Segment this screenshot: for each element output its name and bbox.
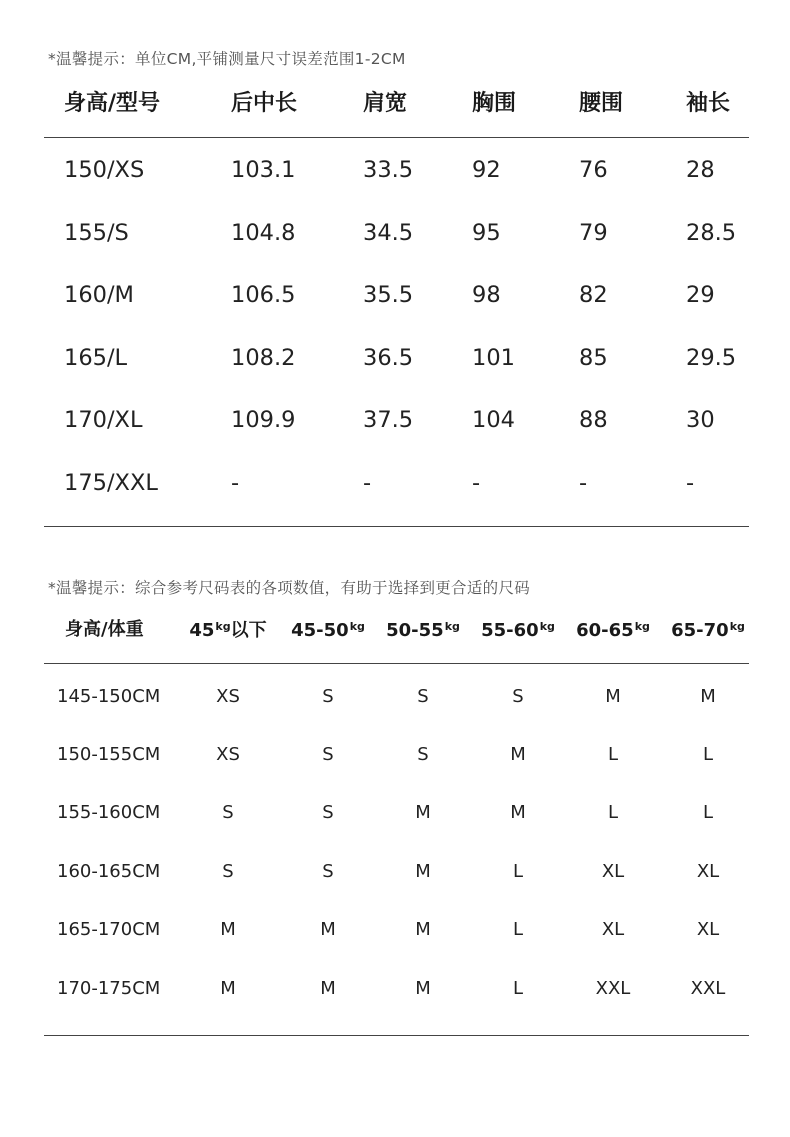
size-label-cell: 155/S [64, 220, 129, 246]
weight-range-header [291, 621, 365, 640]
measurement-cell: 98 [472, 282, 501, 308]
recommended-size-cell: XL [696, 861, 720, 882]
height-range-cell: 160-165CM [57, 861, 161, 882]
table1-header-divider [44, 137, 749, 138]
measurement-cell: 33.5 [363, 157, 414, 183]
measurement-cell: 82 [579, 282, 608, 308]
measurement-cell: 79 [579, 220, 608, 246]
table2-header-divider [44, 663, 749, 664]
size-label-cell: 175/XXL [64, 470, 158, 496]
recommended-size-cell: L [512, 919, 524, 940]
measurement-cell: - [363, 470, 372, 496]
weight-range-header [189, 621, 266, 640]
recommended-size-cell: M [700, 686, 716, 707]
recommended-size-cell: XL [601, 861, 625, 882]
recommended-size-cell: XL [601, 919, 625, 940]
recommended-size-cell: L [512, 978, 524, 999]
header-height-size: 身高/型号 [64, 91, 161, 116]
recommended-size-cell: M [510, 744, 526, 765]
size-label-cell: 165/L [64, 345, 128, 371]
recommended-size-cell: L [607, 744, 619, 765]
height-range-cell: 150-155CM [57, 744, 161, 765]
recommended-size-cell: S [322, 861, 334, 882]
measurement-cell: 85 [579, 345, 608, 371]
recommended-size-cell: M [320, 978, 336, 999]
size-label-cell: 170/XL [64, 407, 143, 433]
weight-range-value: 60-65 [576, 620, 634, 641]
measurement-cell: 95 [472, 220, 501, 246]
header-chest: 胸围 [472, 91, 517, 116]
recommended-size-cell: S [322, 802, 334, 823]
weight-range-header [386, 621, 460, 640]
measurement-cell: 92 [472, 157, 501, 183]
weight-range-header [481, 621, 555, 640]
header-sleeve-length: 袖长 [686, 91, 731, 116]
measurement-cell: 28.5 [686, 220, 737, 246]
measurement-cell: 88 [579, 407, 608, 433]
recommended-size-cell: M [415, 861, 431, 882]
weight-range-value: 45-50 [291, 620, 349, 641]
weight-unit: kg [729, 620, 745, 633]
recommended-size-cell: M [510, 802, 526, 823]
header-shoulder-width: 肩宽 [363, 91, 408, 116]
size-chart-note: *温馨提示：单位CM,平铺测量尺寸误差范围1-2CM [48, 50, 406, 68]
recommended-size-cell: M [415, 978, 431, 999]
size-label-cell: 150/XS [64, 157, 145, 183]
weight-unit: kg [215, 620, 231, 633]
measurement-cell: 76 [579, 157, 608, 183]
measurement-cell: - [686, 470, 695, 496]
measurement-cell: 29 [686, 282, 715, 308]
weight-unit: kg [444, 620, 460, 633]
recommended-size-cell: M [605, 686, 621, 707]
recommended-size-cell: L [607, 802, 619, 823]
recommended-size-cell: S [322, 686, 334, 707]
recommended-size-cell: M [220, 978, 236, 999]
weight-range-header [576, 621, 650, 640]
measurement-cell: 108.2 [231, 345, 296, 371]
recommended-size-cell: L [512, 861, 524, 882]
recommended-size-cell: S [417, 744, 429, 765]
recommended-size-cell: XXL [595, 978, 631, 999]
measurement-cell: - [472, 470, 481, 496]
measurement-cell: 37.5 [363, 407, 414, 433]
recommendation-note: *温馨提示：综合参考尺码表的各项数值，有助于选择到更合适的尺码 [48, 579, 531, 597]
height-range-cell: 165-170CM [57, 919, 161, 940]
recommended-size-cell: L [702, 744, 714, 765]
measurement-cell: 101 [472, 345, 515, 371]
measurement-cell: - [579, 470, 588, 496]
height-range-cell: 170-175CM [57, 978, 161, 999]
measurement-cell: 30 [686, 407, 715, 433]
weight-range-value: 65-70 [671, 620, 729, 641]
recommended-size-cell: S [417, 686, 429, 707]
weight-range-value: 45 [189, 620, 215, 641]
header-back-length: 后中长 [231, 91, 298, 116]
weight-range-suffix: 以下 [230, 620, 267, 641]
recommended-size-cell: XS [216, 744, 240, 765]
recommended-size-cell: XL [696, 919, 720, 940]
weight-range-value: 55-60 [481, 620, 539, 641]
measurement-cell: 104.8 [231, 220, 296, 246]
weight-unit: kg [539, 620, 555, 633]
recommended-size-cell: S [322, 744, 334, 765]
measurement-cell: 35.5 [363, 282, 414, 308]
height-range-cell: 145-150CM [57, 686, 161, 707]
header-waist: 腰围 [579, 91, 624, 116]
measurement-cell: 103.1 [231, 157, 296, 183]
recommended-size-cell: S [512, 686, 524, 707]
recommended-size-cell: S [222, 802, 234, 823]
weight-range-value: 50-55 [386, 620, 444, 641]
header-height-weight: 身高/体重 [65, 619, 144, 640]
table1-bottom-divider [44, 526, 749, 527]
measurement-cell: 109.9 [231, 407, 296, 433]
weight-unit: kg [349, 620, 365, 633]
recommended-size-cell: XS [216, 686, 240, 707]
recommended-size-cell: M [415, 919, 431, 940]
measurement-cell: - [231, 470, 240, 496]
measurement-cell: 29.5 [686, 345, 737, 371]
measurement-cell: 106.5 [231, 282, 296, 308]
measurement-cell: 34.5 [363, 220, 414, 246]
weight-unit: kg [634, 620, 650, 633]
size-label-cell: 160/M [64, 282, 134, 308]
measurement-cell: 28 [686, 157, 715, 183]
recommended-size-cell: L [702, 802, 714, 823]
table2-bottom-divider [44, 1035, 749, 1036]
measurement-cell: 36.5 [363, 345, 414, 371]
recommended-size-cell: M [220, 919, 236, 940]
recommended-size-cell: M [415, 802, 431, 823]
recommended-size-cell: S [222, 861, 234, 882]
measurement-cell: 104 [472, 407, 515, 433]
weight-range-header [671, 621, 745, 640]
recommended-size-cell: M [320, 919, 336, 940]
height-range-cell: 155-160CM [57, 802, 161, 823]
recommended-size-cell: XXL [690, 978, 726, 999]
